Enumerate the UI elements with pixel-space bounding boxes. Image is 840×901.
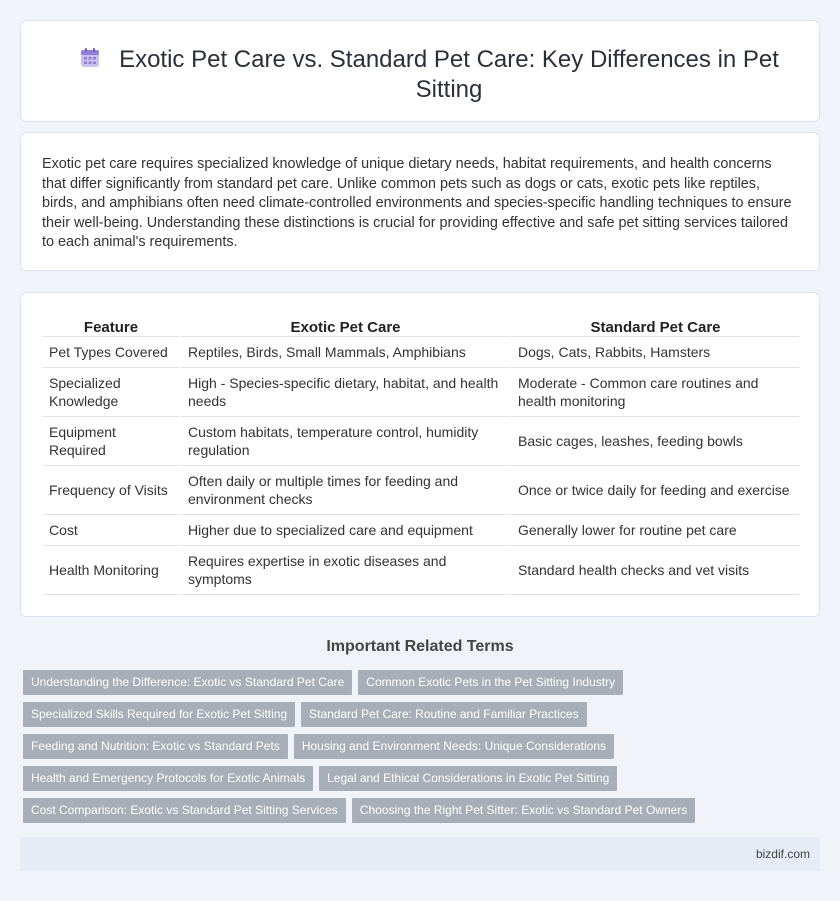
table-cell: Frequency of Visits <box>43 466 179 515</box>
table-header-row <box>43 315 799 337</box>
related-term-link[interactable]: Common Exotic Pets in the Pet Sitting Industry <box>358 670 623 695</box>
table-cell: High - Species-specific dietary, habitat, and health needs <box>179 368 509 417</box>
related-terms-list <box>23 670 823 830</box>
related-terms-title: Important Related Terms <box>326 638 514 655</box>
related-term-link[interactable]: Specialized Skills Required for Exotic Pet Sitting <box>23 702 295 727</box>
intro-paragraph: Exotic pet care requires specialized knowledge of unique dietary needs, habitat requirements, and health concerns that differ significantly from standard pet care. Unlike common pets such as dogs or cats, exotic pets like reptiles, birds, and amphibians often need climate-controlled environments and species-specific handling techniques to ensure their well-being. Understanding these distinctions is crucial for providing effective and safe pet sitting services tailored to each animal's requirements. <box>42 156 792 251</box>
table-row <box>43 337 799 368</box>
table-cell: Cost <box>43 515 179 546</box>
table-cell: Often daily or multiple times for feeding and environment checks <box>179 466 509 515</box>
comparison-table-card <box>20 292 820 617</box>
footer-site-name[interactable]: bizdif.com <box>755 847 810 861</box>
related-term-link[interactable]: Choosing the Right Pet Sitter: Exotic vs Standard Pet Owners <box>352 798 696 823</box>
table-cell: Generally lower for routine pet care <box>509 515 799 546</box>
table-row <box>43 515 799 546</box>
table-cell: Standard health checks and vet visits <box>509 546 799 595</box>
related-term-link[interactable]: Legal and Ethical Considerations in Exotic Pet Sitting <box>319 766 617 791</box>
table-cell: Specialized Knowledge <box>43 368 179 417</box>
table-cell: Health Monitoring <box>43 546 179 595</box>
related-term-link[interactable]: Health and Emergency Protocols for Exotic Animals <box>23 766 313 791</box>
table-cell: Moderate - Common care routines and health monitoring <box>509 368 799 417</box>
intro-card <box>20 132 820 271</box>
table-cell: Once or twice daily for feeding and exercise <box>509 466 799 515</box>
table-cell: Higher due to specialized care and equipment <box>179 515 509 546</box>
table-cell: Dogs, Cats, Rabbits, Hamsters <box>509 337 799 368</box>
related-term-link[interactable]: Understanding the Difference: Exotic vs Standard Pet Care <box>23 670 352 695</box>
page-title: Exotic Pet Care vs. Standard Pet Care: Key Differences in Pet Sitting <box>119 46 779 103</box>
table-cell: Custom habitats, temperature control, humidity regulation <box>179 417 509 466</box>
table-row <box>43 546 799 595</box>
table-cell: Basic cages, leashes, feeding bowls <box>509 417 799 466</box>
table-cell: Equipment Required <box>43 417 179 466</box>
table-cell: Requires expertise in exotic diseases and symptoms <box>179 546 509 595</box>
table-row <box>43 417 799 466</box>
table-cell: Reptiles, Birds, Small Mammals, Amphibians <box>179 337 509 368</box>
header-card <box>20 20 820 122</box>
table-cell: Pet Types Covered <box>43 337 179 368</box>
table-row <box>43 368 799 417</box>
table-header-exotic: Exotic Pet Care <box>179 315 509 337</box>
comparison-table <box>43 315 799 595</box>
related-term-link[interactable]: Standard Pet Care: Routine and Familiar Practices <box>301 702 586 727</box>
table-row <box>43 466 799 515</box>
table-header-standard: Standard Pet Care <box>509 315 799 337</box>
table-header-feature: Feature <box>43 315 179 337</box>
related-term-link[interactable]: Feeding and Nutrition: Exotic vs Standard Pets <box>23 734 288 759</box>
footer <box>20 837 820 871</box>
related-term-link[interactable]: Cost Comparison: Exotic vs Standard Pet Sitting Services <box>23 798 346 823</box>
related-term-link[interactable]: Housing and Environment Needs: Unique Considerations <box>294 734 614 759</box>
